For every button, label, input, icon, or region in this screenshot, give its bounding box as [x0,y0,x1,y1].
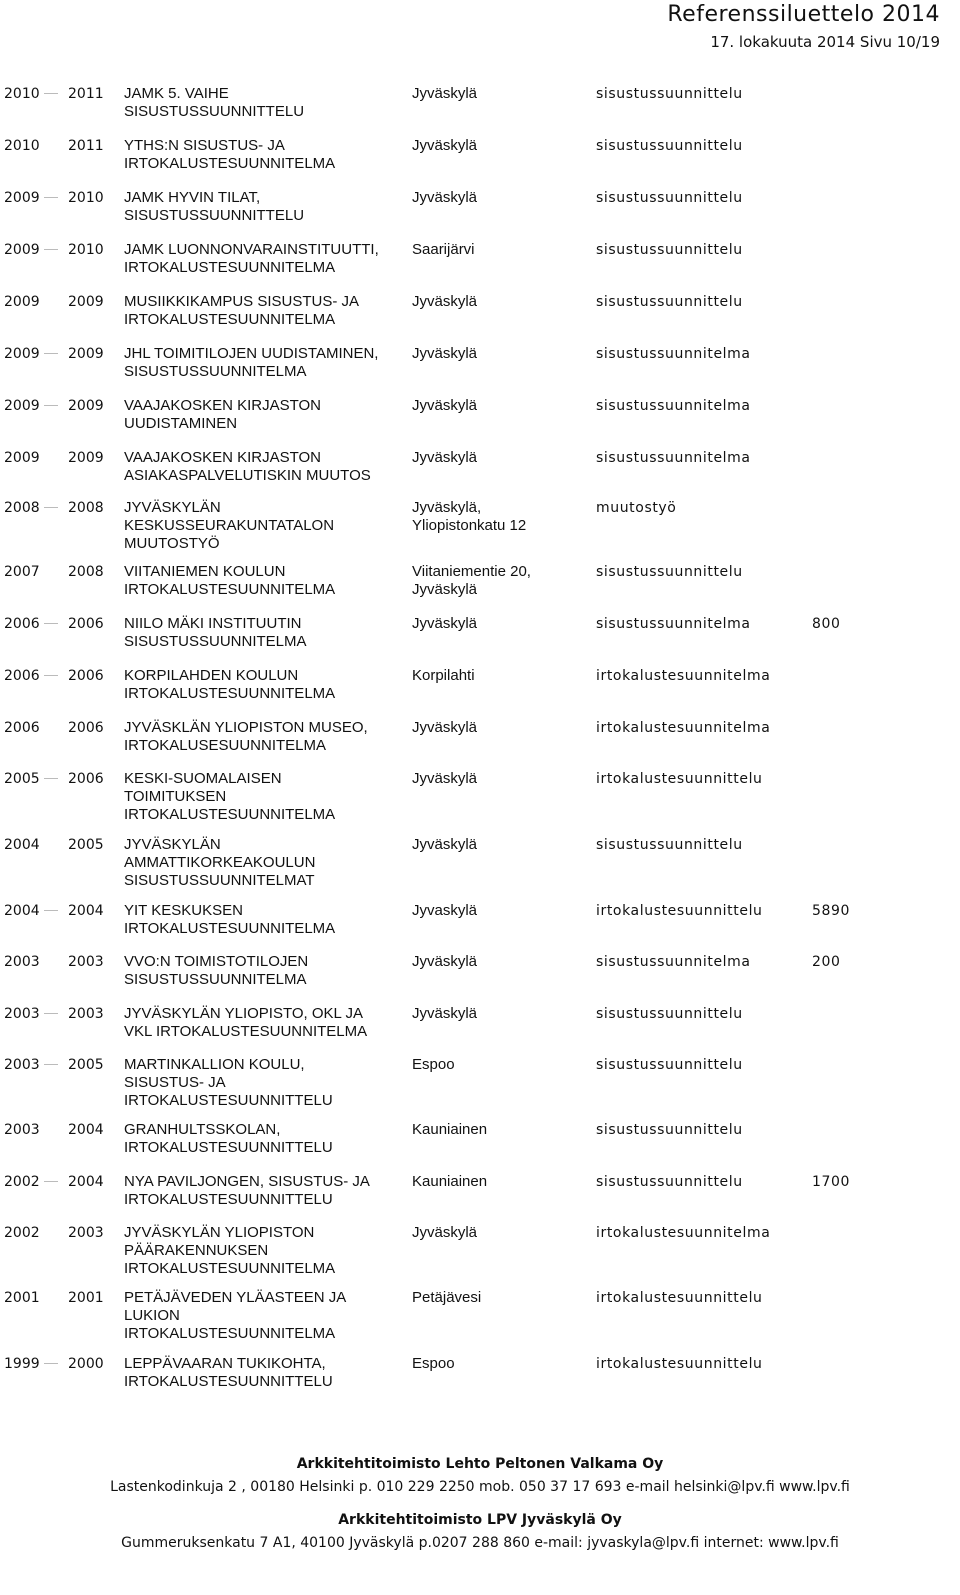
project-location: Saarijärvi [412,241,475,258]
year-start: 2003 [4,954,40,970]
year-start: 2001 [4,1290,40,1306]
year-start: 2005 [4,771,40,787]
year-range-dash [44,778,58,779]
year-range-dash [44,1181,58,1182]
project-location: Jyväskylä [412,770,478,787]
project-type: sisustussuunnittelu [596,190,743,206]
project-location: Kauniainen [412,1121,488,1138]
project-name: JYVÄSKYLÄN KESKUSSEURAKUNTATALON MUUTOSTYÖ [124,499,335,552]
project-size: 5890 [812,903,851,919]
year-start: 2009 [4,398,40,414]
project-type: sisustussuunnitelma [596,346,751,362]
year-end: 2009 [68,346,104,362]
project-location: Jyväskylä [412,449,478,466]
project-location: Jyväskylä [412,85,478,102]
year-end: 2011 [68,138,104,154]
project-type: irtokalustesuunnitelma [596,1225,771,1241]
project-name: JAMK 5. VAIHE SISUSTUSSUUNNITTELU [124,85,305,120]
year-start: 2009 [4,242,40,258]
project-type: irtokalustesuunnittelu [596,1356,763,1372]
project-name: JHL TOIMITILOJEN UUDISTAMINEN, SISUSTUSSUUNNITELMA [124,345,379,380]
project-type: sisustussuunnitelma [596,450,751,466]
project-location: Jyväskylä, Yliopistonkatu 12 [412,499,527,534]
year-end: 2008 [68,500,104,516]
year-end: 2001 [68,1290,104,1306]
project-name: MUSIIKKIKAMPUS SISUSTUS- JA IRTOKALUSTESUUNNITELMA [124,293,360,328]
project-name: NYA PAVILJONGEN, SISUSTUS- JA IRTOKALUSTESUUNNITTELU [124,1173,370,1208]
year-start: 2004 [4,903,40,919]
project-type: irtokalustesuunnittelu [596,903,763,919]
project-name: JYVÄSKYLÄN YLIOPISTON PÄÄRAKENNUKSEN IRTOKALUSTESUUNNITELMA [124,1224,336,1277]
year-end: 2003 [68,1006,104,1022]
year-end: 2006 [68,771,104,787]
year-end: 2006 [68,720,104,736]
project-location: Jyväskylä [412,137,478,154]
project-name: JAMK LUONNONVARAINSTITUUTTI, IRTOKALUSTESUUNNITELMA [124,241,379,276]
project-type: sisustussuunnitelma [596,616,751,632]
year-end: 2003 [68,954,104,970]
project-type: sisustussuunnittelu [596,1122,743,1138]
project-name: JYVÄSKYLÄN YLIOPISTO, OKL JA VKL IRTOKALUSTESUUNNITELMA [124,1005,368,1040]
project-name: MARTINKALLION KOULU, SISUSTUS- JA IRTOKALUSTESUUNNITTELU [124,1056,333,1109]
project-name: NIILO MÄKI INSTITUUTIN SISUSTUSSUUNNITELMA [124,615,307,650]
year-end: 2006 [68,668,104,684]
year-end: 2009 [68,398,104,414]
year-range-dash [44,405,58,406]
company-name-helsinki: Arkkitehtitoimisto Lehto Peltonen Valkama Oy [296,1456,664,1472]
year-end: 2009 [68,450,104,466]
project-name: PETÄJÄVEDEN YLÄASTEEN JA LUKION IRTOKALUSTESUUNNITELMA [124,1289,347,1342]
year-range-dash [44,1013,58,1014]
address-jyvaskyla: Gummeruksenkatu 7 A1, 40100 Jyväskylä p.0207 288 860 e-mail: jyvaskyla@lpv.fi internet: www.lpv.fi [121,1535,839,1551]
project-name: JAMK HYVIN TILAT, SISUSTUSSUUNNITTELU [124,189,305,224]
year-start: 2010 [4,138,40,154]
project-location: Jyväskylä [412,953,478,970]
project-name: LEPPÄVAARAN TUKIKOHTA, IRTOKALUSTESUUNNITTELU [124,1355,333,1390]
project-name: YIT KESKUKSEN IRTOKALUSTESUUNNITELMA [124,902,336,937]
year-end: 2006 [68,616,104,632]
year-start: 2003 [4,1057,40,1073]
year-end: 2010 [68,190,104,206]
project-name: VIITANIEMEN KOULUN IRTOKALUSTESUUNNITELMA [124,563,336,598]
project-type: sisustussuunnittelu [596,564,743,580]
year-start: 2003 [4,1006,40,1022]
project-location: Korpilahti [412,667,475,684]
project-location: Kauniainen [412,1173,488,1190]
project-type: irtokalustesuunnitelma [596,720,771,736]
project-location: Jyväskylä [412,345,478,362]
project-size: 1700 [812,1174,851,1190]
year-end: 2004 [68,1122,104,1138]
project-location: Espoo [412,1056,455,1073]
project-name: VVO:N TOIMISTOTILOJEN SISUSTUSSUUNNITELMA [124,953,309,988]
year-start: 2002 [4,1174,40,1190]
year-start: 2006 [4,668,40,684]
project-type: sisustussuunnittelu [596,242,743,258]
footer-company-2 [0,1512,960,1551]
year-range-dash [44,1363,58,1364]
year-end: 2003 [68,1225,104,1241]
year-end: 2009 [68,294,104,310]
project-name: KORPILAHDEN KOULUN IRTOKALUSTESUUNNITELMA [124,667,336,702]
footer-company-1 [0,1456,960,1495]
project-type: sisustussuunnitelma [596,398,751,414]
year-range-dash [44,353,58,354]
project-type: sisustussuunnittelu [596,294,743,310]
document-date-page: 17. lokakuuta 2014 Sivu 10/19 [710,33,940,51]
year-start: 2006 [4,720,40,736]
year-end: 2004 [68,903,104,919]
project-location: Jyvaskylä [412,902,478,919]
project-type: muutostyö [596,500,677,516]
year-end: 2005 [68,837,104,853]
year-range-dash [44,910,58,911]
project-name: GRANHULTSSKOLAN, IRTOKALUSTESUUNNITTELU [124,1121,333,1156]
year-end: 2000 [68,1356,104,1372]
year-end: 2010 [68,242,104,258]
year-range-dash [44,1064,58,1065]
project-type: sisustussuunnittelu [596,1174,743,1190]
page-header [667,0,940,51]
project-location: Petäjävesi [412,1289,482,1306]
year-range-dash [44,197,58,198]
project-location: Jyväskylä [412,1005,478,1022]
year-range-dash [44,507,58,508]
year-start: 2004 [4,837,40,853]
project-name: JYVÄSKYLÄN AMMATTIKORKEAKOULUN SISUSTUSSUUNNITELMAT [124,836,316,889]
project-location: Jyväskylä [412,293,478,310]
year-start: 2007 [4,564,40,580]
project-type: sisustussuunnittelu [596,837,743,853]
project-size: 200 [812,954,841,970]
year-start: 2002 [4,1225,40,1241]
year-end: 2005 [68,1057,104,1073]
project-type: sisustussuunnittelu [596,86,743,102]
project-name: KESKI-SUOMALAISEN TOIMITUKSEN IRTOKALUSTESUUNNITELMA [124,770,336,823]
project-name: JYVÄSKLÄN YLIOPISTON MUSEO, IRTOKALUSESUUNNITELMA [124,719,368,754]
project-type: sisustussuunnittelu [596,138,743,154]
year-start: 2009 [4,190,40,206]
project-type: irtokalustesuunnitelma [596,668,771,684]
project-location: Jyväskylä [412,397,478,414]
year-start: 2009 [4,294,40,310]
project-location: Jyväskylä [412,189,478,206]
project-type: sisustussuunnitelma [596,954,751,970]
year-start: 2003 [4,1122,40,1138]
year-range-dash [44,93,58,94]
year-range-dash [44,675,58,676]
project-type: irtokalustesuunnittelu [596,1290,763,1306]
address-helsinki: Lastenkodinkuja 2 , 00180 Helsinki p. 010 229 2250 mob. 050 37 17 693 e-mail helsinki@lpv.fi www.lpv.fi [110,1479,850,1495]
project-location: Jyväskylä [412,615,478,632]
year-range-dash [44,249,58,250]
project-location: Jyväskylä [412,1224,478,1241]
project-location: Jyväskylä [412,719,478,736]
year-start: 1999 [4,1356,40,1372]
year-end: 2004 [68,1174,104,1190]
project-name: VAAJAKOSKEN KIRJASTON UUDISTAMINEN [124,397,321,432]
year-end: 2011 [68,86,104,102]
year-start: 2008 [4,500,40,516]
project-type: sisustussuunnittelu [596,1006,743,1022]
project-type: irtokalustesuunnittelu [596,771,763,787]
project-name: YTHS:N SISUSTUS- JA IRTOKALUSTESUUNNITELMA [124,137,336,172]
year-range-dash [44,623,58,624]
document-title: Referenssiluettelo 2014 [667,2,940,27]
project-size: 800 [812,616,841,632]
project-type: sisustussuunnittelu [596,1057,743,1073]
year-start: 2006 [4,616,40,632]
project-location: Espoo [412,1355,455,1372]
project-location: Jyväskylä [412,836,478,853]
project-name: VAAJAKOSKEN KIRJASTON ASIAKASPALVELUTISKIN MUUTOS [124,449,371,484]
year-start: 2009 [4,346,40,362]
year-start: 2009 [4,450,40,466]
project-location: Viitaniementie 20, Jyväskylä [412,563,531,598]
year-end: 2008 [68,564,104,580]
company-name-jyvaskyla: Arkkitehtitoimisto LPV Jyväskylä Oy [338,1512,622,1528]
year-start: 2010 [4,86,40,102]
